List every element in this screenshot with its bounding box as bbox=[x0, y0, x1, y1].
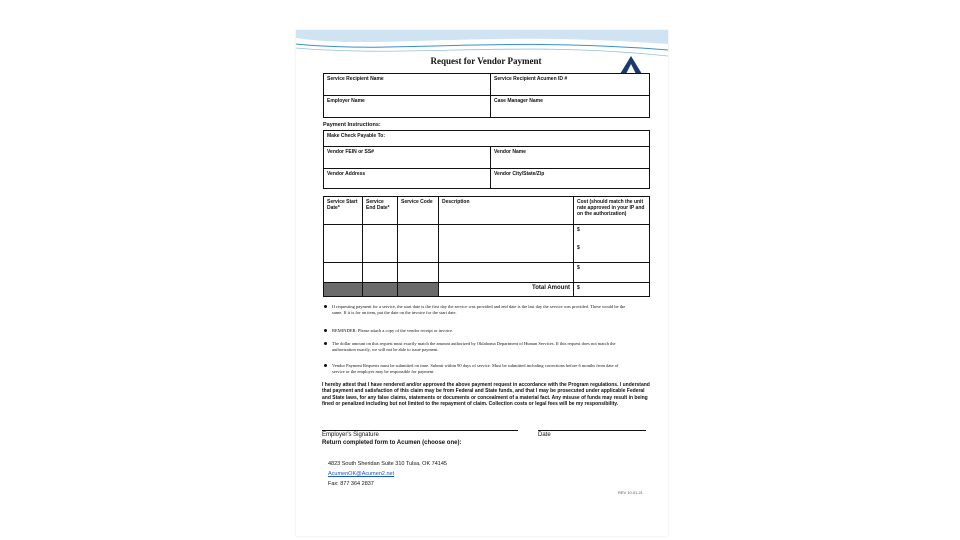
header-description: Description bbox=[439, 197, 574, 225]
payment-instructions-heading: Payment Instructions: bbox=[323, 122, 381, 128]
form-page bbox=[296, 30, 668, 536]
header-end-date: Service End Date* bbox=[363, 197, 398, 225]
service-code-cell[interactable] bbox=[398, 225, 439, 263]
vendor-fein-field[interactable]: Vendor FEIN or SS# bbox=[324, 147, 491, 169]
description-cell[interactable] bbox=[439, 263, 574, 283]
cost-cell[interactable] bbox=[574, 225, 650, 263]
description-cell[interactable] bbox=[439, 225, 574, 263]
end-date-cell[interactable] bbox=[363, 225, 398, 263]
instruction-bullet: Vendor Payment Requests must be submitted on time. Submit within 90 days of service. Must be submitted including corrections before 6 months from date of service or the employer may be responsible for payment. bbox=[332, 363, 632, 375]
instruction-bullet: The dollar amount on this request must exactly match the amount authorized by Oklahoma Department of Human Services. If this request does not match the authorization exactly, we will not be able to issue payment. bbox=[332, 341, 632, 353]
total-amount-label: Total Amount bbox=[439, 283, 574, 297]
start-date-cell[interactable] bbox=[324, 225, 363, 263]
date-label: Date bbox=[538, 432, 551, 438]
signature-label: Employer's Signature bbox=[322, 432, 379, 438]
cost-cell[interactable]: $ bbox=[574, 263, 650, 283]
vendor-name-field[interactable]: Vendor Name bbox=[491, 147, 650, 169]
revision-code: REV 10.01.21 bbox=[618, 490, 643, 495]
vendor-address-field[interactable]: Vendor Address bbox=[324, 169, 491, 189]
instruction-bullet: If requesting payment for a service, the start date is the first day the service was provided and end date is the last day the service was provided. These would be the same. If it is for an item, put the date on the invoice for the start date. bbox=[332, 304, 632, 316]
vendor-table bbox=[323, 130, 650, 189]
case-manager-name-field[interactable]: Case Manager Name bbox=[491, 96, 650, 118]
start-date-cell[interactable] bbox=[324, 263, 363, 283]
service-recipient-id-field[interactable]: Service Recipient Acumen ID # bbox=[491, 74, 650, 96]
service-table bbox=[323, 196, 650, 297]
recipient-table bbox=[323, 73, 650, 118]
end-date-cell[interactable] bbox=[363, 263, 398, 283]
instruction-bullet: REMINDER: Please attach a copy of the vendor receipt or invoice. bbox=[332, 328, 632, 334]
shaded-cell bbox=[363, 283, 398, 297]
return-instructions: Return completed form to Acumen (choose one): bbox=[322, 440, 462, 446]
form-title: Request for Vendor Payment bbox=[430, 56, 542, 66]
header-start-date: Service Start Date* bbox=[324, 197, 363, 225]
total-amount-cell[interactable]: $ bbox=[574, 283, 650, 297]
dollar-sign: $ bbox=[577, 245, 580, 251]
shaded-cell bbox=[398, 283, 439, 297]
table-row bbox=[324, 225, 650, 263]
make-check-payable-field[interactable]: Make Check Payable To: bbox=[324, 131, 650, 147]
total-row bbox=[324, 283, 650, 297]
header-cost: Cost (should match the unit rate approved in your IP and on the authorization) bbox=[574, 197, 650, 225]
service-code-cell[interactable] bbox=[398, 263, 439, 283]
dollar-sign: $ bbox=[577, 227, 580, 233]
date-line[interactable] bbox=[538, 430, 646, 431]
service-recipient-name-field[interactable]: Service Recipient Name bbox=[324, 74, 491, 96]
header-service-code: Service Code bbox=[398, 197, 439, 225]
shaded-cell bbox=[324, 283, 363, 297]
fax-number: Fax: 877 364 2837 bbox=[328, 481, 374, 487]
vendor-city-state-zip-field[interactable]: Vendor City/State/Zip bbox=[491, 169, 650, 189]
mailing-address: 4823 South Sheridan Suite 310 Tulsa, OK 74145 bbox=[328, 461, 447, 467]
attestation-text: I hereby attest that I have rendered and/or approved the above payment request in accordance with the Program regulations. I understand that payment and satisfaction of this claim may be from Federal and State funds, and that I may be prosecuted under applicable Federal and State laws, for any false claims, statements or documents or concealment of a material fact. Any misuse of funds may result in being fined or penalized including but not limited to the repayment of claim. Collection costs or legal fees will be my responsibility. bbox=[322, 382, 650, 407]
signature-line[interactable] bbox=[322, 430, 518, 431]
employer-name-field[interactable]: Employer Name bbox=[324, 96, 491, 118]
table-row bbox=[324, 263, 650, 283]
email-link[interactable]: AcumenOK@Acumen2.net bbox=[328, 471, 395, 477]
